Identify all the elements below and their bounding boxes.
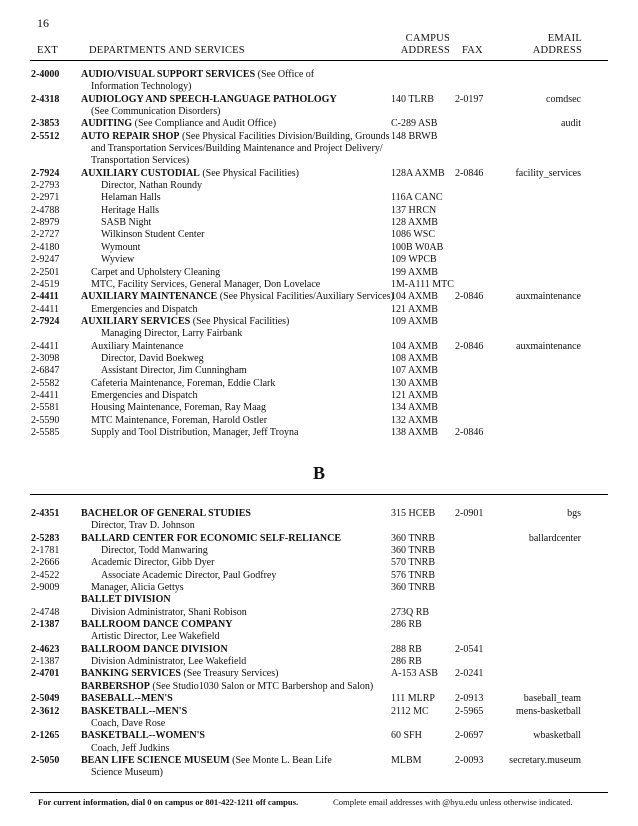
- row-department-text: Director, Trav D. Johnson: [91, 520, 195, 532]
- row-email: auxmaintenance: [516, 340, 581, 352]
- row-ext: 2-5582: [31, 377, 60, 389]
- directory-row: [0, 353, 638, 365]
- row-ext: 2-4748: [31, 606, 60, 618]
- row-department-text: (See Physical Facilities): [199, 167, 299, 179]
- row-department-text: Transportation Services): [91, 155, 190, 167]
- row-department: [81, 415, 401, 427]
- row-department: [81, 279, 401, 291]
- row-email: mens-basketball: [516, 705, 581, 717]
- row-ext: 2-1265: [31, 730, 60, 742]
- row-department: [81, 570, 411, 582]
- directory-row: [0, 168, 638, 180]
- row-campus-address: 2112 MC: [391, 705, 429, 717]
- directory-row: [0, 402, 638, 414]
- row-department: [81, 81, 401, 93]
- row-department-text: Director, Todd Manwaring: [101, 545, 208, 557]
- row-campus-address: A-153 ASB: [391, 668, 438, 680]
- row-department: [81, 619, 391, 631]
- row-department-title: AUDIOLOGY AND SPEECH-LANGUAGE PATHOLOGY: [81, 93, 337, 105]
- row-department-text: (See Treasury Services): [180, 668, 279, 680]
- row-department: [81, 693, 391, 705]
- row-campus-address: 360 TNRB: [391, 582, 435, 594]
- row-department-title: BALLROOM DANCE DIVISION: [81, 643, 228, 655]
- row-department: [81, 229, 411, 241]
- row-department-text: (See Office of: [255, 69, 315, 80]
- row-department-title: BALLARD CENTER FOR ECONOMIC SELF-RELIANCE: [81, 532, 342, 544]
- row-ext: 2-4411: [31, 389, 59, 401]
- row-campus-address: 130 AXMB: [391, 377, 438, 389]
- row-department: [81, 644, 391, 656]
- row-campus-address: 128 AXMB: [391, 217, 438, 229]
- row-ext: 2-4623: [31, 643, 60, 655]
- row-campus-address: 286 RB: [391, 656, 422, 668]
- row-department-text: Academic Director, Gibb Dyer: [91, 557, 215, 569]
- directory-row: [0, 217, 638, 229]
- row-fax: 2-0697: [455, 730, 484, 742]
- row-department-text: Wyview: [101, 254, 135, 266]
- row-campus-address: 273Q RB: [391, 606, 430, 618]
- row-department: [81, 594, 391, 606]
- row-ext: 2-1387: [31, 619, 60, 631]
- row-fax: 2-0901: [455, 508, 484, 519]
- header-ext: EXT: [37, 45, 59, 56]
- row-department: [81, 390, 401, 402]
- row-department: [81, 267, 401, 279]
- row-department-text: Assistant Director, Jim Cunningham: [101, 365, 247, 377]
- directory-row: [0, 607, 638, 619]
- row-department-title: AUTO REPAIR SHOP: [81, 130, 180, 142]
- directory-row: [0, 656, 638, 668]
- directory-row: [0, 106, 638, 118]
- row-campus-address: 107 AXMB: [391, 365, 438, 377]
- row-department-text: SASB Night: [101, 217, 152, 229]
- row-email: ballardcenter: [528, 532, 581, 544]
- row-ext: 2-4411: [31, 340, 59, 352]
- row-email: secretary.museum: [509, 754, 581, 766]
- row-department-text: Wymount: [101, 241, 141, 253]
- row-campus-address: 360 TNRB: [391, 545, 435, 557]
- row-department: [81, 205, 411, 217]
- section-letter: B: [312, 463, 325, 483]
- row-ext: 2-5050: [31, 754, 60, 766]
- row-department: [81, 353, 411, 365]
- directory-row: [0, 143, 638, 155]
- row-ext: 2-4000: [31, 69, 60, 80]
- row-department-title: BASKETBALL--WOMEN'S: [81, 730, 205, 742]
- row-department: [81, 681, 391, 693]
- row-ext: 2-5049: [31, 693, 60, 705]
- row-department: [81, 365, 411, 377]
- row-fax: 2-0197: [455, 93, 484, 105]
- row-ext: 2-2793: [31, 180, 60, 192]
- directory-row: [0, 328, 638, 340]
- row-ext: 2-5585: [31, 426, 60, 438]
- directory-row: [0, 291, 638, 303]
- directory-row: [0, 192, 638, 204]
- row-ext: 2-2727: [31, 229, 60, 241]
- row-campus-address: 134 AXMB: [391, 402, 438, 414]
- row-department: [81, 106, 401, 118]
- row-department-text: Wilkinson Student Center: [101, 229, 205, 241]
- header-campus-line1: CAMPUS: [405, 33, 450, 44]
- row-campus-address: 570 TNRB: [391, 557, 435, 569]
- directory-row: [0, 557, 638, 569]
- row-department: [81, 291, 394, 303]
- directory-row: [0, 619, 638, 631]
- directory-row: [0, 267, 638, 279]
- row-department-text: Housing Maintenance, Foreman, Ray Maag: [91, 402, 266, 414]
- directory-section-b: [0, 508, 638, 780]
- row-campus-address: 1M-A111 MTC: [391, 278, 454, 290]
- row-campus-address: 360 TNRB: [391, 532, 435, 544]
- row-department-title: BALLROOM DANCE COMPANY: [81, 619, 233, 631]
- row-department-title: AUDIO/VISUAL SUPPORT SERVICES: [81, 69, 256, 80]
- row-email: baseball_team: [523, 693, 581, 705]
- directory-row: [0, 155, 638, 167]
- row-department: [81, 304, 401, 316]
- row-department: [81, 656, 401, 668]
- directory-row: [0, 508, 638, 520]
- directory-section-a: [0, 69, 638, 439]
- row-campus-address: 128A AXMB: [391, 167, 445, 179]
- row-department-text: Managing Director, Larry Fairbank: [101, 328, 243, 340]
- row-campus-address: 108 AXMB: [391, 352, 438, 364]
- directory-row: [0, 390, 638, 402]
- header-email-line1: EMAIL: [547, 33, 582, 44]
- row-email: comdsec: [546, 93, 581, 105]
- row-email: auxmaintenance: [516, 291, 581, 303]
- row-ext: 2-9247: [31, 254, 60, 266]
- row-fax: 2-0846: [455, 167, 484, 179]
- row-department: [81, 755, 391, 767]
- row-campus-address: 576 TNRB: [391, 569, 435, 581]
- row-department-text: Director, David Boekweg: [101, 352, 204, 364]
- row-campus-address: 140 TLRB: [391, 93, 434, 105]
- row-department: [81, 316, 391, 328]
- row-department-text: (See Physical Facilities/Auxiliary Services): [217, 291, 394, 303]
- row-ext: 2-3098: [31, 352, 60, 364]
- header-campus-line2: ADDRESS: [400, 45, 450, 56]
- row-ext: 2-4522: [31, 569, 60, 581]
- directory-row: [0, 279, 638, 291]
- directory-row: [0, 205, 638, 217]
- row-ext: 2-2971: [31, 192, 60, 204]
- row-department-text: Division Administrator, Lee Wakefield: [91, 656, 247, 668]
- row-ext: 2-7924: [31, 315, 60, 327]
- directory-row: [0, 755, 638, 767]
- directory-row: [0, 730, 638, 742]
- row-department: [81, 402, 401, 414]
- row-department: [81, 180, 411, 192]
- row-fax: 2-0541: [455, 643, 484, 655]
- directory-row: [0, 341, 638, 353]
- row-ext: 2-2501: [31, 266, 60, 278]
- row-department-title: BARBERSHOP: [81, 680, 150, 692]
- row-campus-address: C-289 ASB: [391, 118, 438, 130]
- header-rule: [30, 60, 608, 61]
- footer-rule: [30, 792, 608, 793]
- row-department-text: (See Compliance and Audit Office): [132, 118, 277, 130]
- row-campus-address: 100B W0AB: [391, 241, 444, 253]
- row-department: [81, 192, 411, 204]
- row-ext: 2-4411: [31, 291, 59, 303]
- row-ext: 2-3853: [31, 118, 60, 130]
- row-ext: 2-4351: [31, 508, 60, 519]
- page-number: 16: [37, 16, 49, 30]
- directory-row: [0, 242, 638, 254]
- row-fax: 2-0846: [455, 291, 484, 303]
- directory-row: [0, 743, 638, 755]
- section-rule: [30, 494, 608, 495]
- directory-row: [0, 594, 638, 606]
- row-department: [81, 533, 391, 545]
- row-department: [81, 118, 391, 130]
- row-department-text: Director, Nathan Roundy: [101, 180, 202, 192]
- row-fax: 2-0241: [455, 668, 484, 680]
- row-department: [81, 557, 401, 569]
- row-department-text: (See Monte L. Bean Life: [229, 754, 332, 766]
- directory-row: [0, 533, 638, 545]
- row-department-text: Auxiliary Maintenance: [91, 340, 184, 352]
- row-campus-address: 109 WPCB: [391, 254, 437, 266]
- footer-email-info: Complete email addresses with @byu.edu unless otherwise indicated.: [333, 797, 573, 807]
- row-department: [81, 242, 411, 254]
- row-department-text: (See Physical Facilities): [190, 315, 290, 327]
- row-campus-address: 286 RB: [391, 619, 422, 631]
- row-fax: 2-5965: [455, 705, 484, 717]
- row-department: [81, 767, 401, 779]
- row-department: [81, 69, 391, 81]
- row-department: [81, 743, 401, 755]
- directory-row: [0, 668, 638, 680]
- row-email: audit: [561, 118, 581, 130]
- row-campus-address: 121 AXMB: [391, 389, 438, 401]
- row-department-title: AUXILIARY SERVICES: [81, 315, 191, 327]
- row-department: [81, 94, 391, 106]
- row-campus-address: 315 HCEB: [391, 508, 436, 519]
- row-ext: 2-4180: [31, 241, 60, 253]
- row-department-title: BEAN LIFE SCIENCE MUSEUM: [81, 754, 230, 766]
- directory-row: [0, 94, 638, 106]
- row-department-text: Science Museum): [91, 767, 163, 779]
- row-ext: 2-5512: [31, 130, 60, 142]
- row-department-title: BASEBALL--MEN'S: [81, 693, 173, 705]
- row-department-title: BACHELOR OF GENERAL STUDIES: [81, 508, 251, 519]
- row-campus-address: 109 AXMB: [391, 315, 438, 327]
- row-department-text: Information Technology): [91, 81, 192, 93]
- directory-row: [0, 706, 638, 718]
- row-department-title: AUDITING: [81, 118, 133, 130]
- row-department: [81, 155, 401, 167]
- directory-row: [0, 180, 638, 192]
- row-ext: 2-4788: [31, 204, 60, 216]
- directory-row: [0, 631, 638, 643]
- directory-row: [0, 254, 638, 266]
- row-department-text: (See Physical Facilities Division/Building, Grounds: [179, 130, 390, 142]
- row-department-text: Carpet and Upholstery Cleaning: [91, 266, 221, 278]
- row-department-text: Artistic Director, Lee Wakefield: [91, 631, 220, 643]
- row-department-text: Manager, Alicia Gettys: [91, 582, 184, 594]
- directory-row: [0, 131, 638, 143]
- row-ext: 2-1781: [31, 545, 60, 557]
- row-ext: 2-4318: [31, 93, 60, 105]
- row-campus-address: 288 RB: [391, 643, 422, 655]
- directory-row: [0, 681, 638, 693]
- directory-row: [0, 545, 638, 557]
- row-department-text: Emergencies and Dispatch: [91, 389, 198, 401]
- row-campus-address: 104 AXMB: [391, 291, 438, 303]
- row-campus-address: 199 AXMB: [391, 266, 438, 278]
- directory-row: [0, 415, 638, 427]
- row-department-text: Cafeteria Maintenance, Foreman, Eddie Clark: [91, 377, 276, 389]
- row-ext: 2-1387: [31, 656, 60, 668]
- row-campus-address: 132 AXMB: [391, 414, 438, 426]
- row-department-text: MTC Maintenance, Foreman, Harold Ostler: [91, 414, 268, 426]
- row-campus-address: 121 AXMB: [391, 303, 438, 315]
- row-department: [81, 668, 391, 680]
- row-department-text: MTC, Facility Services, General Manager, Don Lovelace: [91, 278, 321, 290]
- directory-row: [0, 520, 638, 532]
- directory-row: [0, 365, 638, 377]
- row-department: [81, 607, 401, 619]
- row-ext: 2-9009: [31, 582, 60, 594]
- row-department: [81, 545, 411, 557]
- row-ext: 2-3612: [31, 705, 60, 717]
- row-ext: 2-2666: [31, 557, 60, 569]
- header-email-line2: ADDRESS: [532, 45, 582, 56]
- row-department-text: and Transportation Services/Building Maintenance and Project Delivery/: [91, 143, 383, 155]
- row-ext: 2-7924: [31, 167, 60, 179]
- row-ext: 2-4519: [31, 278, 60, 290]
- row-department-text: (See Studio1030 Salon or MTC Barbershop and Salon): [149, 680, 374, 692]
- directory-row: [0, 81, 638, 93]
- row-fax: 2-0913: [455, 693, 484, 705]
- row-department: [81, 341, 401, 353]
- directory-row: [0, 229, 638, 241]
- row-department-title: BALLET DIVISION: [81, 594, 171, 606]
- row-department: [81, 378, 401, 390]
- row-ext: 2-6847: [31, 365, 60, 377]
- row-department: [81, 168, 391, 180]
- row-campus-address: 111 MLRP: [391, 693, 435, 705]
- row-fax: 2-0093: [455, 754, 484, 766]
- row-department: [81, 328, 411, 340]
- directory-row: [0, 316, 638, 328]
- row-department: [81, 631, 401, 643]
- row-department: [81, 508, 391, 520]
- row-department-text: Helaman Halls: [101, 192, 161, 204]
- row-department: [81, 143, 401, 155]
- row-department-text: (See Communication Disorders): [91, 106, 221, 118]
- row-email: bgs: [567, 508, 581, 519]
- row-ext: 2-4701: [31, 668, 60, 680]
- row-email: facility_services: [515, 167, 581, 179]
- row-campus-address: 60 SFH: [391, 730, 422, 742]
- footer-dial-info: For current information, dial 0 on campus or 801-422-1211 off campus.: [38, 797, 299, 807]
- row-department-text: Coach, Dave Rose: [91, 717, 166, 729]
- directory-row: [0, 693, 638, 705]
- row-department-text: Emergencies and Dispatch: [91, 303, 198, 315]
- row-ext: 2-5590: [31, 414, 60, 426]
- row-department: [81, 131, 391, 143]
- row-ext: 2-4411: [31, 303, 59, 315]
- row-department: [81, 427, 401, 439]
- directory-row: [0, 644, 638, 656]
- row-campus-address: 1086 WSC: [391, 229, 435, 241]
- row-department-text: Division Administrator, Shani Robison: [91, 606, 247, 618]
- row-campus-address: 104 AXMB: [391, 340, 438, 352]
- row-fax: 2-0846: [455, 426, 484, 438]
- directory-row: [0, 718, 638, 730]
- row-department-title: BANKING SERVICES: [81, 668, 181, 680]
- row-department: [81, 706, 391, 718]
- row-email: wbasketball: [533, 730, 581, 742]
- row-department: [81, 730, 391, 742]
- directory-row: [0, 69, 638, 81]
- row-ext: 2-5581: [31, 402, 60, 414]
- row-department-title: AUXILIARY MAINTENANCE: [81, 291, 218, 303]
- directory-row: [0, 304, 638, 316]
- row-campus-address: 138 AXMB: [391, 426, 438, 438]
- row-campus-address: 137 HRCN: [391, 204, 437, 216]
- row-ext: 2-8979: [31, 217, 60, 229]
- directory-row: [0, 767, 638, 779]
- directory-row: [0, 378, 638, 390]
- directory-row: [0, 570, 638, 582]
- row-campus-address: 116A CANC: [391, 192, 443, 204]
- row-department-title: BASKETBALL--MEN'S: [81, 705, 188, 717]
- row-department-text: Heritage Halls: [101, 204, 160, 216]
- row-department: [81, 718, 401, 730]
- row-department-text: Associate Academic Director, Paul Godfrey: [101, 569, 277, 581]
- row-department: [81, 520, 401, 532]
- row-department: [81, 217, 411, 229]
- directory-row: [0, 118, 638, 130]
- header-departments: DEPARTMENTS AND SERVICES: [89, 45, 245, 56]
- row-department: [81, 254, 411, 266]
- header-fax: FAX: [462, 45, 483, 56]
- row-ext: 2-5283: [31, 532, 60, 544]
- row-fax: 2-0846: [455, 340, 484, 352]
- row-department-text: Coach, Jeff Judkins: [91, 742, 170, 754]
- row-campus-address: MLBM: [391, 754, 422, 766]
- row-department-title: AUXILIARY CUSTODIAL: [81, 167, 200, 179]
- directory-row: [0, 427, 638, 439]
- row-department-text: Supply and Tool Distribution, Manager, Jeff Troyna: [91, 426, 299, 438]
- row-department: [81, 582, 401, 594]
- row-campus-address: 148 BRWB: [391, 130, 438, 142]
- directory-row: [0, 582, 638, 594]
